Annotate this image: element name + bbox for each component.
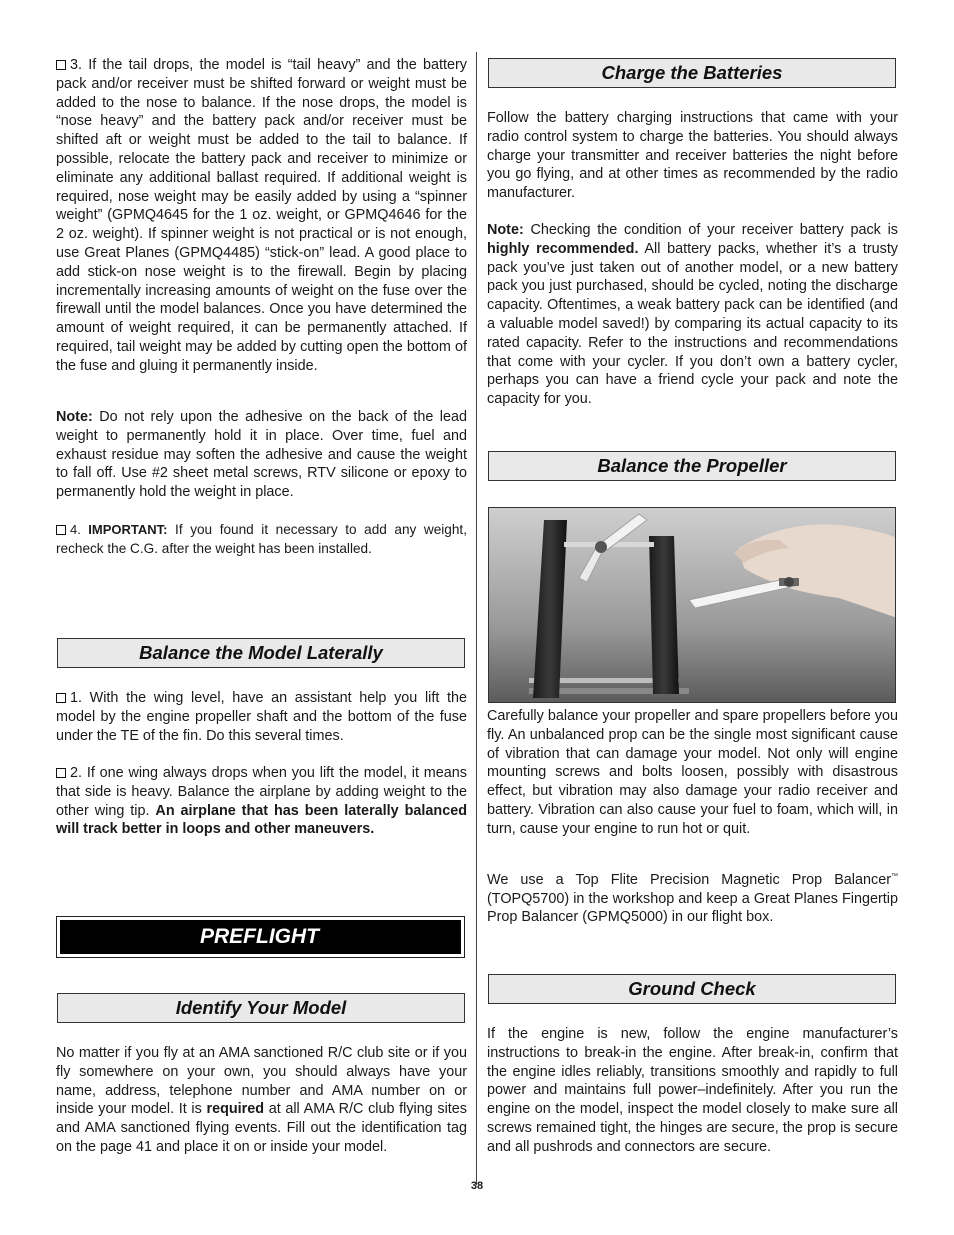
charge-text (487, 109, 898, 203)
propeller-text (487, 707, 898, 839)
note-label: Note: (56, 409, 93, 425)
charge-note-bold: highly recommended. (487, 240, 639, 257)
charge-note (487, 221, 898, 409)
identify-text-2: at all AMA R/C club flying sites and AMA sanctioned flying events. Fill out the identification tag on the page 41 and place it on or inside your model. (56, 1101, 467, 1155)
prop-text-2a: We use a Top Flite Precision Magnetic Prop Balancer (487, 871, 891, 888)
ground-check-heading: Ground Check (488, 974, 896, 1004)
lateral-step-2 (56, 764, 467, 839)
trademark-symbol: ™ (891, 873, 898, 880)
lateral-step-1 (56, 689, 467, 745)
charge-batteries-heading: Charge the Batteries (488, 58, 896, 88)
important-label: IMPORTANT: (88, 522, 168, 537)
charge-note-label: Note: (487, 222, 524, 238)
lateral-step-2-bold: An airplane that has been laterally balanced will track better in loops and other maneuvers. (56, 802, 467, 838)
tail-drops-step (56, 56, 467, 376)
charge-note-text-2: All battery packs, whether it’s a trusty pack you’ve just taken out of another model, or a new battery pack you just purchased, should be cycled, noting the discharge capacity. Oftentimes, a weak battery pack can be identified (and a valuable model saved!) by comparing its actual capacity to its rated capacity. Refer to the instructions and recommendations that come with your cycler. If you don’t own a battery cycler, perhaps you can have a friend cycle your pack and note the capacity for you. (487, 240, 899, 408)
checkbox-icon[interactable] (56, 693, 66, 703)
important-text: If you found it necessary to add any weight, recheck the C.G. after the weight has been installed. (56, 522, 467, 556)
identify-bold: required (206, 1101, 265, 1118)
prop-text-2b: (TOPQ5700) in the workshop and keep a Great Planes Fingertip Prop Balancer (GPMQ5000) in our flight box. (487, 890, 898, 926)
identify-text-1: No matter if you fly at an AMA sanctioned R/C club site or if you fly somewhere on your own, you should always have your name, address, telephone number and AMA number on or inside your model. It is (56, 1045, 467, 1118)
ground-check-text (487, 1025, 898, 1157)
preflight-heading: PREFLIGHT (60, 920, 461, 954)
propeller-paragraph: Carefully balance your propeller and spare propellers before you fly. An unbalanced prop can be the single most significant cause of vibration that can damage your model. Not only will engine mounting screws and bolts loosen, possibly with disastrous effect, but vibration may also damage your radio receiver and battery. Vibration can also cause your fuel to foam, which will, in turn, cause your engine to run hot or quit. (487, 708, 898, 837)
checkbox-icon[interactable] (56, 525, 66, 535)
lateral-step-2-text: 2. If one wing always drops when you lift the model, it means that side is heavy. Balance the airplane by adding weight to the other wing tip. (56, 765, 467, 819)
lateral-step-1-text: 1. With the wing level, have an assistant help you lift the model by the engine propeller shaft and the bottom of the fuse under the TE of the fin. Do this several times. (56, 690, 467, 744)
column-divider (476, 52, 477, 1185)
tail-drops-text: 3. If the tail drops, the model is “tail heavy” and the battery pack and/or receiver must be shifted forward or weight must be added to the nose to balance. If the nose drops, the model is “nose heavy” and the battery pack and/or receiver must be shifted aft or weight must be added to the tail to balance. If possible, relocate the battery pack and receiver to minimize or eliminate any additional ballast required. If additional weight is required, nose weight may be easily added by using a “spinner weight” (GPMQ4645 for the 1 oz. weight, or GPMQ4646 for the 2 oz. weight). If spinner weight is not practical or is not enough, use Great Planes (GPMQ4485) “stick-on” lead. A good place to add stick-on nose weight is to the firewall. Begin by placing incrementally increasing amounts of weight on the fuse over the firewall until the model balances. Once you have determined the amount of weight required, it can be permanently attached. If required, tail weight may be added by cutting open the bottom of the fuse and gluing it permanently inside. (56, 57, 467, 374)
identify-model-heading: Identify Your Model (57, 993, 465, 1023)
propeller-balancer-text (487, 868, 898, 927)
note-text: Do not rely upon the adhesive on the back of the lead weight to permanently hold it in place. Over time, fuel and exhaust residue may soften the adhesive and cause the weight to fall off. Use #2 sheet metal screws, RTV silicone or epoxy to permanently hold the weight in place. (56, 409, 467, 501)
lead-weight-note (56, 408, 467, 502)
ground-check-paragraph: If the engine is new, follow the engine manufacturer’s instructions to break-in the engine. After break-in, confirm that the engine idles reliably, transitions smoothly and rapidly to full power and maintains full power–indefinitely. After you run the engine on the model, inspect the model closely to make sure all screws remained tight, the hinges are secure, the prop is secure and all pushrods and connectors are secure. (487, 1026, 898, 1155)
important-step (56, 521, 467, 559)
checkbox-icon[interactable] (56, 60, 66, 70)
page-number: 38 (470, 1180, 484, 1192)
lateral-balance-heading: Balance the Model Laterally (57, 638, 465, 668)
step-number: 4. (70, 522, 89, 537)
charge-paragraph: Follow the battery charging instructions that came with your radio control system to charge the batteries. You should always charge your transmitter and receiver batteries the night before you go flying, and at other times as recommended by the radio manufacturer. (487, 110, 898, 202)
checkbox-icon[interactable] (56, 768, 66, 778)
prop-balancer-photo (488, 507, 896, 703)
preflight-banner (56, 916, 465, 958)
identify-model-text (56, 1044, 467, 1157)
charge-note-text-1: Checking the condition of your receiver battery pack is (523, 222, 898, 238)
prop-balancer-illustration (489, 508, 896, 703)
balance-propeller-heading: Balance the Propeller (488, 451, 896, 481)
